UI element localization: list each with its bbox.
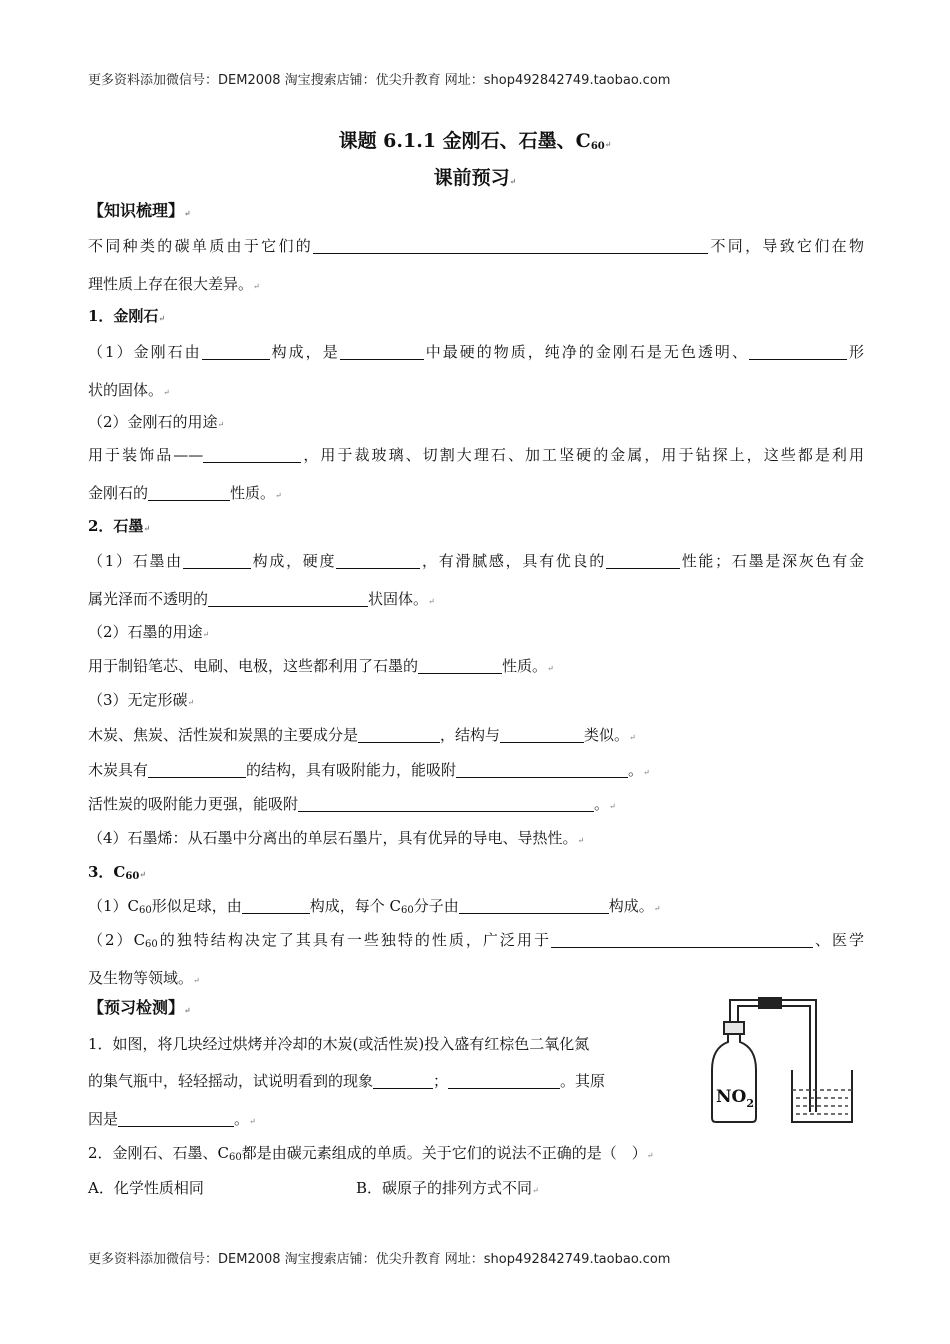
graphite-line-2: 属光泽而不透明的 状固体。↵ [88, 590, 435, 608]
no2-label: $NO_2$ [716, 1087, 755, 1110]
graphite-line-8: 活性炭的吸附能力更强，能吸附 。↵ [88, 795, 616, 813]
graphite-line-6: 木炭、焦炭、活性炭和炭黑的主要成分是 ，结构与 类似。↵ [88, 726, 636, 744]
q2-stem: 2．金刚石、石墨、$C_{60}$都是由碳元素组成的单质。关于它们的说法不正确的是（ ）↵ [88, 1144, 654, 1163]
graphite-line-3: （2）石墨的用途↵ [88, 623, 210, 641]
section-heading-check: 【预习检测】↵ [88, 998, 191, 1017]
diamond-heading: 1．金刚石↵ [88, 307, 166, 325]
q2-option-a: A．化学性质相同 [88, 1179, 204, 1197]
graphite-line-4: 用于制铅笔芯、电刷、电极，这些都利用了石墨的 性质。↵ [88, 657, 554, 675]
no2-jar-beaker-figure [676, 994, 866, 1126]
graphite-line-5: （3）无定形碳↵ [88, 691, 195, 709]
diamond-line-5: 金刚石的 性质。↵ [88, 484, 282, 502]
q2-options: A．化学性质相同 B．碳原子的排列方式不同↵ [88, 1179, 539, 1197]
c60-heading: 3．$C_{60}↵$ [88, 863, 147, 882]
graphite-heading: 2．石墨↵ [88, 517, 151, 535]
graphite-line-7: 木炭具有 的结构，具有吸附能力，能吸附 。↵ [88, 761, 650, 779]
footer-note: 更多资料添加微信号：DEM2008 淘宝搜索店铺：优尖升教育 网址：shop492842749.taobao.com [88, 1252, 671, 1267]
beaker [792, 1070, 852, 1122]
diamond-line-3: （2）金刚石的用途↵ [88, 413, 225, 431]
q1-line-2: 的集气瓶中，轻轻摇动，试说明看到的现象 ； 。其原 [88, 1072, 606, 1090]
graphite-line-1: （1）石墨由 构成，硬度 ，有滑腻感，具有优良的 性能；石墨是深灰色有金 [88, 552, 864, 570]
graphite-line-9: （4）石墨烯：从石墨中分离出的单层石墨片，具有优异的导电、导热性。↵ [88, 829, 585, 847]
beaker-water [792, 1090, 852, 1114]
intro-line-1: 不同种类的碳单质由于它们的 不同，导致它们在物 [88, 237, 864, 255]
diamond-line-1: （1）金刚石由 构成，是 中最硬的物质，纯净的金刚石是无色透明、 形 [88, 343, 864, 361]
page-title: 课题 6.1.1 金刚石、石墨、$C_{60}↵$ [338, 130, 612, 152]
jar-stopper [724, 1022, 744, 1034]
header-note: 更多资料添加微信号：DEM2008 淘宝搜索店铺：优尖升教育 网址：shop492842749.taobao.com [88, 73, 671, 88]
q1-line-3: 因是 。↵ [88, 1110, 256, 1128]
rubber-connector [758, 997, 782, 1009]
diamond-line-4: 用于装饰品—— ，用于裁玻璃、切割大理石、加工坚硬的金属，用于钻探上，这些都是利用 [88, 446, 864, 464]
c60-line-1: $(1)C_{60}$形似足球，由 构成，每个 $C_{60}$分子由 构成。↵ [88, 897, 661, 916]
q2-option-b: B．碳原子的排列方式不同 [356, 1179, 533, 1197]
page-subtitle: 课前预习↵ [433, 167, 517, 189]
section-heading-knowledge: 【知识梳理】↵ [88, 201, 191, 220]
diamond-line-2: 状的固体。↵ [88, 381, 170, 399]
intro-line-2: 理性质上存在很大差异。↵ [88, 275, 260, 293]
c60-line-2: $(2)C_{60}$的独特结构决定了其具有一些独特的性质，广泛用于 、医学 [88, 931, 864, 950]
q1-line-1: 1．如图，将几块经过烘烤并冷却的木炭(或活性炭)投入盛有红棕色二氧化氮 [88, 1035, 590, 1053]
c60-line-3: 及生物等领域。↵ [88, 969, 200, 987]
